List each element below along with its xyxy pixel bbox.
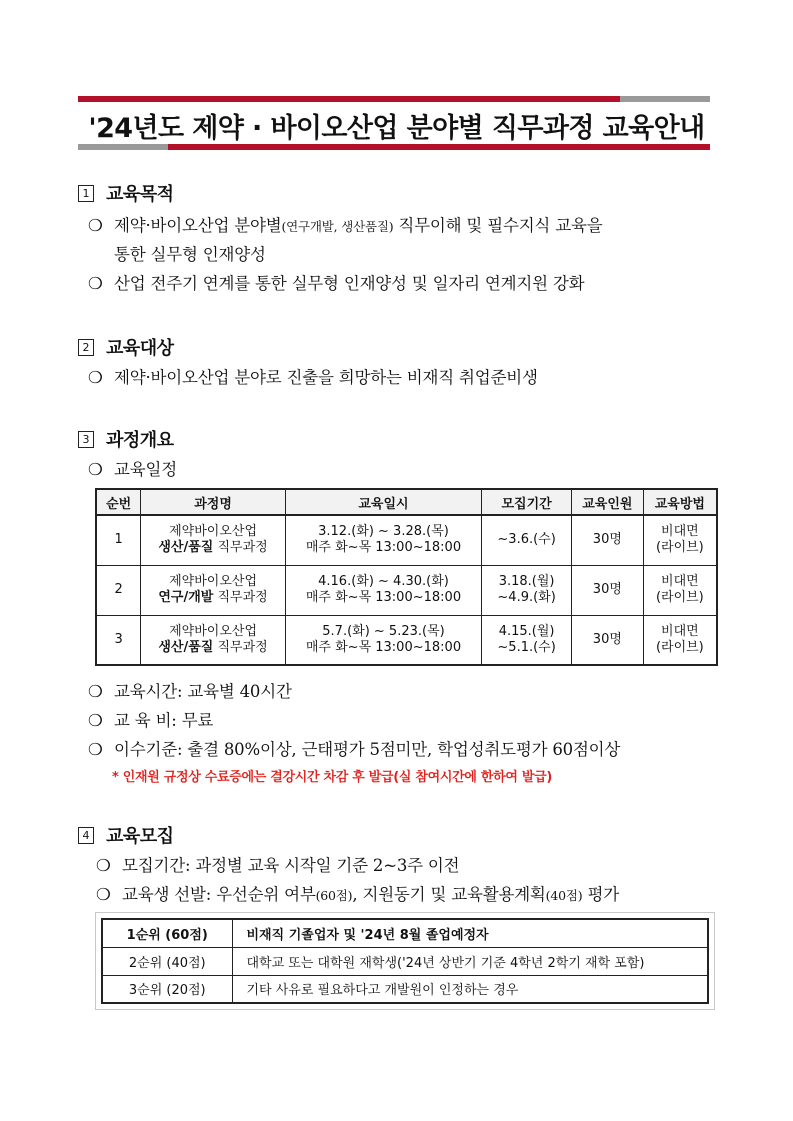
row-number: 3: [96, 615, 141, 665]
bullet-icon: ❍: [88, 740, 103, 759]
section-number: 4: [78, 827, 94, 844]
completion-note: * 인재원 규정상 수료증에는 결강시간 차감 후 발급(실 참여시간에 한하여 발급): [112, 770, 553, 785]
column-header: 순번: [96, 489, 141, 515]
s2-bullet-1: ❍ 제약·바이오산업 분야로 진출을 희망하는 비재직 취업준비생: [88, 368, 538, 387]
bullet-icon: ❍: [88, 274, 103, 293]
bullet-icon: ❍: [96, 856, 111, 875]
title-top-red-bar: [78, 96, 620, 102]
recruit-period: 4.15.(월) ~5.1.(수): [482, 615, 572, 665]
section-3-header: [78, 426, 174, 452]
section-title: 교육모집: [106, 826, 174, 847]
section-title: 교육목적: [106, 184, 174, 205]
column-header: 교육일시: [285, 489, 481, 515]
course-dates: 5.7.(화) ~ 5.23.(목) 매주 화~목 13:00~18:00: [285, 615, 481, 665]
bullet-icon: ❍: [88, 368, 103, 387]
rank-cell: 2순위 (40점): [102, 947, 232, 975]
table-row: [102, 919, 708, 947]
recruit-period: 3.18.(월) ~4.9.(화): [482, 565, 572, 615]
column-header: 과정명: [141, 489, 285, 515]
table-row: [102, 975, 708, 1003]
course-dates: 4.16.(화) ~ 4.30.(화) 매주 화~목 13:00~18:00: [285, 565, 481, 615]
section-number: 3: [78, 431, 94, 448]
bullet-icon: ❍: [88, 216, 103, 235]
column-header: 교육인원: [571, 489, 643, 515]
table-row: [96, 515, 717, 565]
section-title: 과정개요: [106, 430, 174, 451]
course-dates: 3.12.(화) ~ 3.28.(목) 매주 화~목 13:00~18:00: [285, 515, 481, 565]
column-header: 교육방법: [643, 489, 717, 515]
table-header-row: [96, 489, 717, 515]
row-number: 2: [96, 565, 141, 615]
s4-period: ❍ 모집기간: 과정별 교육 시작일 기준 2~3주 이전: [96, 856, 460, 875]
method: 비대면 (라이브): [643, 615, 717, 665]
method: 비대면 (라이브): [643, 515, 717, 565]
schedule-table: [95, 488, 718, 666]
desc-cell: 대학교 또는 대학원 재학생('24년 상반기 기준 4학년 2학기 재학 포함): [232, 947, 708, 975]
rank-cell: 3순위 (20점): [102, 975, 232, 1003]
bullet-icon: ❍: [88, 460, 103, 479]
course-name: 제약바이오산업 생산/품질 직무과정: [141, 515, 285, 565]
table-row: [102, 947, 708, 975]
section-1-header: [78, 180, 174, 206]
bullet-icon: ❍: [96, 885, 111, 904]
bullet-icon: ❍: [88, 711, 103, 730]
column-header: 모집기간: [482, 489, 572, 515]
rank-cell: 1순위 (60점): [102, 919, 232, 947]
section-number: 2: [78, 339, 94, 356]
s1-bullet-1-cont: 통한 실무형 인재양성: [114, 245, 266, 264]
priority-table: [101, 918, 709, 1004]
bullet-icon: ❍: [88, 682, 103, 701]
section-number: 1: [78, 185, 94, 202]
capacity: 30명: [571, 515, 643, 565]
table-row: [96, 615, 717, 665]
s1-bullet-1: ❍ 제약·바이오산업 분야별(연구개발, 생산품질) 직무이해 및 필수지식 교육을: [88, 216, 603, 235]
course-name: 제약바이오산업 연구/개발 직무과정: [141, 565, 285, 615]
s3-criteria: ❍ 이수기준: 출결 80%이상, 근태평가 5점미만, 학업성취도평가 60점이상: [88, 740, 621, 759]
desc-cell: 기타 사유로 필요하다고 개발원이 인정하는 경우: [232, 975, 708, 1003]
course-name: 제약바이오산업 생산/품질 직무과정: [141, 615, 285, 665]
s3-hours: ❍ 교육시간: 교육별 40시간: [88, 682, 292, 701]
section-4-header: [78, 822, 174, 848]
section-title: 교육대상: [106, 338, 174, 359]
desc-cell: 비재직 기졸업자 및 '24년 8월 졸업예정자: [232, 919, 708, 947]
s3-schedule-label: ❍ 교육일정: [88, 460, 177, 479]
title-bottom-red-bar: [168, 144, 710, 150]
page-title: '24년도 제약 · 바이오산업 분야별 직무과정 교육안내: [88, 113, 705, 144]
recruit-period: ~3.6.(수): [482, 515, 572, 565]
s3-fee: ❍ 교 육 비: 무료: [88, 711, 214, 730]
priority-table-frame: [95, 912, 715, 1010]
s1-bullet-2: ❍ 산업 전주기 연계를 통한 실무형 인재양성 및 일자리 연계지원 강화: [88, 274, 585, 293]
row-number: 1: [96, 515, 141, 565]
capacity: 30명: [571, 615, 643, 665]
capacity: 30명: [571, 565, 643, 615]
method: 비대면 (라이브): [643, 565, 717, 615]
s4-selection: ❍ 교육생 선발: 우선순위 여부(60점), 지원동기 및 교육활용계획(40점) 평가: [96, 885, 619, 904]
section-2-header: [78, 334, 174, 360]
table-row: [96, 565, 717, 615]
